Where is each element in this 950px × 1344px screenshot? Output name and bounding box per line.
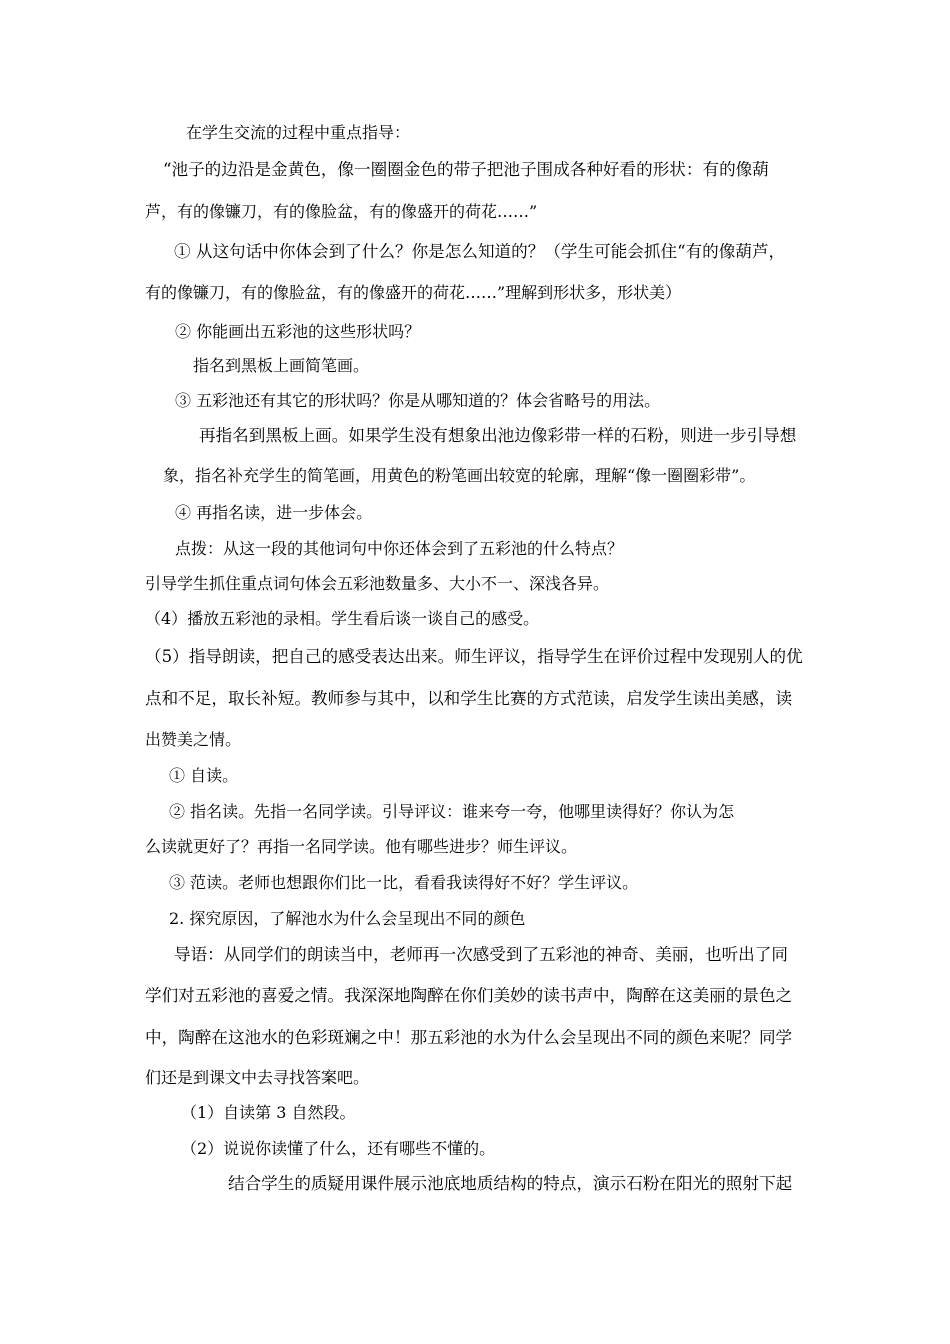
text-line: 中，陶醉在这池水的色彩斑斓之中！那五彩池的水为什么会呈现出不同的颜色来呢？同学 — [145, 1028, 793, 1047]
text-line: 芦，有的像镰刀，有的像脸盆，有的像盛开的荷花……” — [145, 202, 538, 221]
text-line: ① 自读。 — [169, 766, 239, 785]
text-line: 象，指名补充学生的简笔画，用黄色的粉笔画出较宽的轮廓，理解“像一圈圈彩带”。 — [163, 466, 756, 485]
text-line: ③ 范读。老师也想跟你们比一比，看看我读得好不好？学生评议。 — [169, 873, 639, 892]
text-line: （5）指导朗读，把自己的感受表达出来。师生评议，指导学生在评价过程中发现别人的优 — [145, 647, 803, 666]
text-line: ② 指名读。先指一名同学读。引导评议：谁来夸一夸，他哪里读得好？你认为怎 — [169, 802, 735, 821]
text-line: 有的像镰刀，有的像脸盆，有的像盛开的荷花……”理解到形状多，形状美） — [145, 283, 682, 302]
text-line: 点拨：从这一段的其他词句中你还体会到了五彩池的什么特点？ — [175, 539, 624, 558]
text-line: 指名到黑板上画简笔画。 — [193, 356, 370, 375]
text-line: ① 从这句话中你体会到了什么？你是怎么知道的？（学生可能会抓住“有的像葫芦， — [174, 242, 786, 261]
text-line: 点和不足，取长补短。教师参与其中，以和学生比赛的方式范读，启发学生读出美感，读 — [145, 689, 793, 708]
text-line: 再指名到黑板上画。如果学生没有想象出池边像彩带一样的石粉，则进一步引导想 — [199, 426, 797, 445]
text-line: ④ 再指名读，进一步体会。 — [175, 503, 373, 522]
text-line: 们还是到课文中去寻找答案吧。 — [145, 1068, 370, 1087]
text-line: 引导学生抓住重点词句体会五彩池数量多、大小不一、深浅各异。 — [145, 574, 610, 593]
text-line: ③ 五彩池还有其它的形状吗？你是从哪知道的？体会省略号的用法。 — [175, 391, 661, 410]
text-line: 学们对五彩池的喜爱之情。我深深地陶醉在你们美妙的读书声中，陶醉在这美丽的景色之 — [145, 986, 793, 1005]
text-line: ② 你能画出五彩池的这些形状吗？ — [175, 322, 421, 341]
text-line: （4）播放五彩池的录相。学生看后谈一谈自己的感受。 — [145, 609, 540, 628]
text-line: 结合学生的质疑用课件展示池底地质结构的特点，演示石粉在阳光的照射下起 — [228, 1174, 793, 1193]
text-line: 么读就更好了？再指一名同学读。他有哪些进步？师生评议。 — [145, 837, 578, 856]
text-line: （1）自读第 3 自然段。 — [181, 1103, 356, 1122]
text-line: “池子的边沿是金黄色，像一圈圈金色的带子把池子围成各种好看的形状：有的像葫 — [163, 160, 769, 179]
text-line: 2. 探究原因，了解池水为什么会呈现出不同的颜色 — [169, 909, 526, 928]
text-line: 导语：从同学们的朗读当中，老师再一次感受到了五彩池的神奇、美丽，也听出了同 — [174, 945, 788, 964]
text-line: 在学生交流的过程中重点指导： — [186, 123, 411, 142]
text-line: 出赞美之情。 — [145, 730, 242, 749]
text-line: （2）说说你读懂了什么，还有哪些不懂的。 — [181, 1139, 496, 1158]
